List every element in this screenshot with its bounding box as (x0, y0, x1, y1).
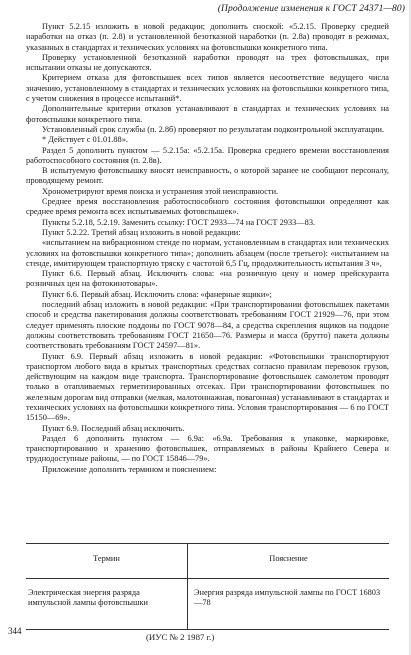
paragraph: Пункт 6.6. Первый абзац. Исключить слова: «на розничную цену и номер прейскуранта розничных цен на фотокинотовары». (26, 269, 389, 289)
table-row (26, 579, 389, 629)
table-header-term: Термин (26, 544, 188, 578)
table-header-explanation: Пояснение (269, 554, 308, 563)
paragraph: Установленный срок службы (п. 2.8б) проверяют по результатам подконтрольной эксплуатации. (42, 124, 385, 134)
paragraph: Раздел 5 дополнить пунктом — 5.2.15а: «5.2.15а. Проверка среднего времени восстановления работоспособного состояния (п. 2.8в). (26, 145, 389, 165)
running-header: (Продолжение изменения к ГОСТ 24371—80) (217, 4, 405, 14)
paragraph: Пункт 6.9. Последний абзац исключить. (42, 423, 185, 433)
footer-note: (ИУС № 2 1987 г.) (146, 632, 215, 642)
paragraph: Критерием отказа для фотовспышек всех типов является несоответствие ведущего числа значению, установленному в стандартах и технических условиях на фотовспышки конкретного типа, с учетом снижения в процессе испытаний*. (26, 73, 389, 104)
paragraph: Приложение дополнить термином и пояснением: (42, 464, 217, 474)
paragraph: Пункт 6.9. Первый абзац изложить в новой редакции: «Фотовспышки транспортируют транспортом любого вида в крытых транспортных средствах согласно правилам перевозок грузов, действующим на каждом виде транспорта. Транспортирование фотовспышек самолетом проводят только в отапливаемых герметизированных отсеках. При транспортировании фотовспышек по железным дорогам вид отправки (мелкая, малотоннажная, повагонная) устанавливают в стандартах и технических условиях на фотовспышки конкретного типа. Условия транспортирования — 6 по ГОСТ 15150—69». (26, 351, 389, 423)
table-cell-term: Электрическая энергия разряда импульсной лампы фотовспышки (26, 579, 188, 629)
paragraph: В испытуемую фотовспышку вносят неисправность, о которой заранее не сообщают персоналу, проводящему ремонт. (26, 166, 389, 186)
paragraph: Пункт 6.6. Первый абзац. Исключить слова: «фанерные ящики»; (42, 289, 272, 299)
table-header-row (26, 544, 389, 579)
document-body (26, 22, 389, 475)
paragraph: «испытанием на вибрационном стенде по нормам, установленным в стандартах или технических условиях на фотовспышки конкретного типа»; дополнить абзацем (после третьего): «испытанием на стенде, имитирующем транспортную тряску с частотой 6,5 Гц, продолжительность испытания 3 ч», (26, 238, 389, 268)
terms-table (26, 543, 389, 630)
paragraph: Проверку установленной безотказной наработки проводят на трех фотовспышках, при испытании отказы не допускаются. (26, 52, 389, 73)
paragraph: Хронометрируют время поиска и устранения этой неисправности. (42, 186, 279, 196)
footnote: * Действует с 01.01.88». (42, 135, 128, 145)
paragraph: Пункт 5.2.15 изложить в новой редакции; дополнить сноской: «5.2.15. Проверку средней наработки на отказ (п. 2.8) и установленной безотказной наработки (п. 2.8а) проводят в режимах, указанных в стандартах и технических условиях на фотовспышки конкретного типа. (26, 22, 389, 52)
paragraph: Раздел 6 дополнить пунктом — 6.9а: «6.9а. Требования к упаковке, маркировке, транспортированию и хранению фотовспышек, отправляемых в районы Крайнего Севера и труднодоступные районы, — по ГОСТ 15846—79». (26, 433, 389, 464)
page-number: 344 (8, 626, 22, 636)
paragraph: Пункты 5.2.18, 5.2.19. Заменить ссылку: ГОСТ 2933—74 на ГОСТ 2933—83. (42, 217, 316, 227)
paragraph: Пункт 5.2.22. Третий абзац изложить в новой редакции: (42, 227, 241, 237)
paragraph: Среднее время восстановления работоспособного состояния фотовспышки определяют как среднее время ремонта всех испытываемых фотовспышек». (26, 197, 389, 217)
paragraph: Дополнительные критерии отказов устанавливают в стандартах и технических условиях на фотовспышки конкретного типа. (26, 104, 389, 124)
paragraph: последний абзац изложить в новой редакции: «При транспортировании фотовспышек пакетами способ и средства пакетирования должны соответствовать требованиям ГОСТ 21929—76, при этом следует применять плоские поддоны по ГОСТ 9078—84, а средства скрепления ящиков на поддоне должны соответствовать требованиям ГОСТ 21650—76. Размеры и масса (брутто) пакета должны соответствовать требованиям ГОСТ 24597—81». (26, 300, 389, 351)
table-cell-explanation: Энергия разряда импульсной лампы по ГОСТ 16803—78 (194, 588, 381, 608)
